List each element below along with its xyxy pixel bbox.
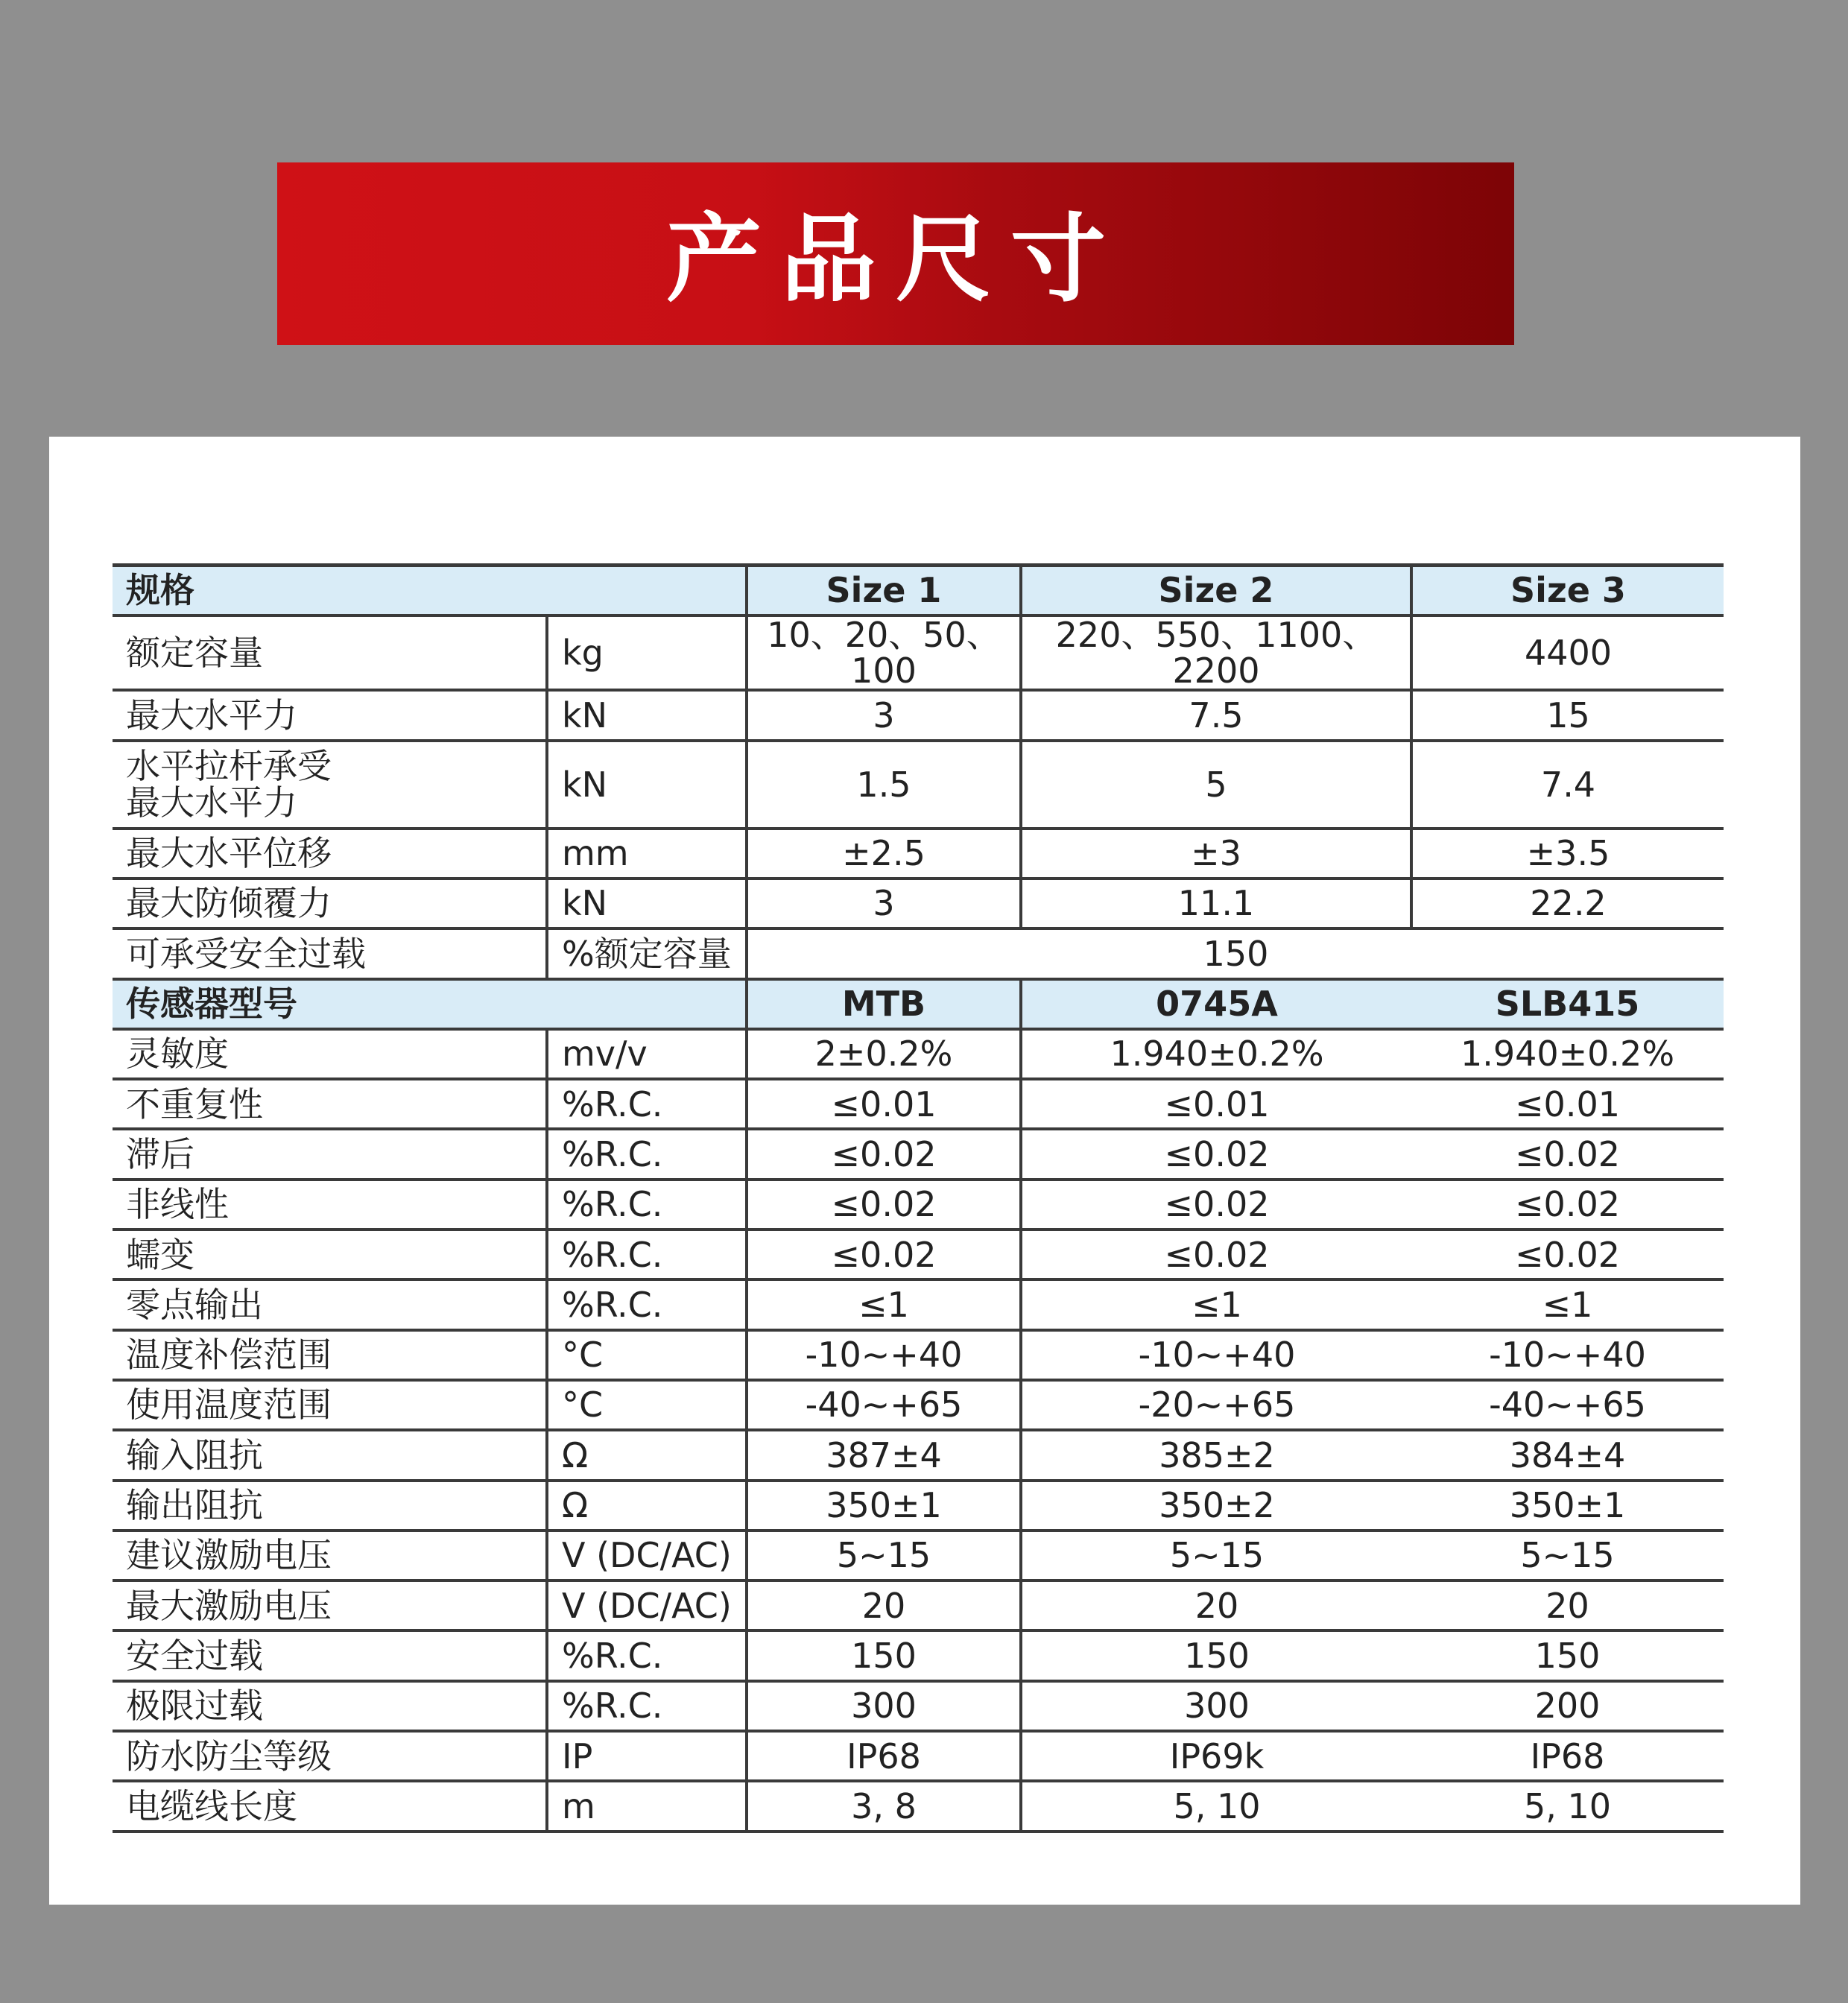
row-name: 使用温度范围 [113,1380,547,1430]
row-value: 5, 10 [1021,1781,1411,1831]
row-value: ≤0.02 [1021,1129,1411,1179]
row-value: -40~+65 [747,1380,1021,1430]
row-name: 温度补偿范围 [113,1330,547,1380]
row-unit: %R.C. [547,1180,747,1230]
table-row [113,1630,1724,1680]
row-value: ≤0.02 [1411,1230,1724,1279]
row-value: 5~15 [747,1531,1021,1580]
row-unit: Ω [547,1481,747,1531]
row-value: ≤0.01 [747,1079,1021,1129]
spec-header-label: 规格 [113,566,747,616]
row-name: 最大水平力 [113,690,547,740]
row-value: ≤0.02 [747,1230,1021,1279]
row-unit: kN [547,690,747,740]
row-name: 最大水平位移 [113,829,547,879]
table-row [113,1230,1724,1279]
row-value: 3 [747,690,1021,740]
row-value: 387±4 [747,1430,1021,1480]
row-value: IP68 [1411,1731,1724,1781]
row-value: 220、550、1100、2200 [1021,616,1411,691]
row-unit: kN [547,879,747,928]
row-value: -40~+65 [1411,1380,1724,1430]
row-value: IP69k [1021,1731,1411,1781]
row-value: -10~+40 [1411,1330,1724,1380]
row-value: ±3.5 [1411,829,1724,879]
row-name: 电缆线长度 [113,1781,547,1831]
row-value: 150 [747,1630,1021,1680]
row-value: 385±2 [1021,1430,1411,1480]
banner-title: 产品尺寸 [665,203,1125,315]
row-value: ≤1 [1021,1279,1411,1329]
row-value: -20~+65 [1021,1380,1411,1430]
row-name: 额定容量 [113,616,547,691]
row-unit: mm [547,829,747,879]
row-value: ≤0.02 [747,1180,1021,1230]
row-value: 20 [1411,1580,1724,1630]
row-value: 4400 [1411,616,1724,691]
row-value: 200 [1411,1681,1724,1731]
row-value: ≤0.02 [1021,1180,1411,1230]
table-row [113,1731,1724,1781]
row-value: 15 [1411,690,1724,740]
table-row [113,616,1724,691]
table-row [113,1531,1724,1580]
table-row [113,690,1724,740]
row-name: 最大防倾覆力 [113,879,547,928]
row-value: 1.5 [747,741,1021,829]
row-name: 输入阻抗 [113,1430,547,1480]
row-unit: IP [547,1731,747,1781]
row-value: 1.940±0.2% [1021,1029,1411,1079]
row-name: 防水防尘等级 [113,1731,547,1781]
table-row [113,741,1724,829]
row-value: ±2.5 [747,829,1021,879]
row-name-line1: 水平拉杆承受 [126,746,332,787]
row-value: 2±0.2% [747,1029,1021,1079]
table-row [113,1430,1724,1480]
row-name: 最大激励电压 [113,1580,547,1630]
row-value: 3, 8 [747,1781,1021,1831]
row-unit: Ω [547,1430,747,1480]
row-name: 零点输出 [113,1279,547,1329]
row-name: 灵敏度 [113,1029,547,1079]
spec-panel [49,437,1800,1905]
spec-header-size3: Size 3 [1411,566,1724,616]
row-unit: mv/v [547,1029,747,1079]
row-unit: V (DC/AC) [547,1531,747,1580]
row-name: 极限过载 [113,1681,547,1731]
row-value: 1.940±0.2% [1411,1029,1724,1079]
table-row [113,829,1724,879]
row-name: 不重复性 [113,1079,547,1129]
row-value: 5~15 [1021,1531,1411,1580]
row-name [113,741,547,829]
row-unit: %R.C. [547,1079,747,1129]
row-value: 350±2 [1021,1481,1411,1531]
row-value: 5 [1021,741,1411,829]
row-value: 22.2 [1411,879,1724,928]
row-value: ≤0.02 [1411,1180,1724,1230]
row-value: 10、20、50、100 [747,616,1021,691]
row-value: 150 [1021,1630,1411,1680]
sensor-header-model3: SLB415 [1411,979,1724,1029]
row-unit: %额定容量 [547,928,747,978]
row-value: 384±4 [1411,1430,1724,1480]
row-name: 安全过载 [113,1630,547,1680]
row-value: -10~+40 [747,1330,1021,1380]
row-unit: kg [547,616,747,691]
row-value: -10~+40 [1021,1330,1411,1380]
spec-header-row [113,566,1724,616]
row-value: ≤0.01 [1021,1079,1411,1129]
row-unit: %R.C. [547,1129,747,1179]
row-value: 350±1 [747,1481,1021,1531]
row-unit: %R.C. [547,1681,747,1731]
table-row [113,1129,1724,1179]
row-value: 20 [747,1580,1021,1630]
row-value: 350±1 [1411,1481,1724,1531]
row-value: 11.1 [1021,879,1411,928]
row-unit: %R.C. [547,1630,747,1680]
table-row [113,1079,1724,1129]
table-row [113,1681,1724,1731]
row-name: 蠕变 [113,1230,547,1279]
row-value: ±3 [1021,829,1411,879]
row-name-line2: 最大水平力 [126,782,297,823]
title-banner [277,162,1514,345]
table-row [113,1580,1724,1630]
row-name: 建议激励电压 [113,1531,547,1580]
sensor-header-row [113,979,1724,1029]
row-value: 300 [1021,1681,1411,1731]
row-unit: °C [547,1380,747,1430]
row-unit: °C [547,1330,747,1380]
row-value: ≤0.02 [747,1129,1021,1179]
row-value: 20 [1021,1580,1411,1630]
table-row [113,1029,1724,1079]
row-value: ≤1 [1411,1279,1724,1329]
row-value: ≤0.02 [1411,1129,1724,1179]
row-name: 滞后 [113,1129,547,1179]
row-unit: V (DC/AC) [547,1580,747,1630]
row-value: ≤0.02 [1021,1230,1411,1279]
row-value: 150 [1411,1630,1724,1680]
row-unit: kN [547,741,747,829]
row-value-merged: 150 [747,928,1724,978]
sensor-header-model2: 0745A [1021,979,1411,1029]
row-value: 3 [747,879,1021,928]
sensor-header-model1: MTB [747,979,1021,1029]
row-unit: m [547,1781,747,1831]
table-row [113,1180,1724,1230]
table-row [113,928,1724,978]
row-unit: %R.C. [547,1230,747,1279]
table-row [113,1279,1724,1329]
row-value: 7.4 [1411,741,1724,829]
sensor-header-label: 传感器型号 [113,979,747,1029]
row-value: 5, 10 [1411,1781,1724,1831]
row-value: IP68 [747,1731,1021,1781]
row-value: 7.5 [1021,690,1411,740]
table-row [113,1481,1724,1531]
row-unit: %R.C. [547,1279,747,1329]
row-name: 可承受安全过载 [113,928,547,978]
row-value: 300 [747,1681,1021,1731]
spec-header-size1: Size 1 [747,566,1021,616]
table-row [113,1380,1724,1430]
table-row [113,879,1724,928]
row-value: 5~15 [1411,1531,1724,1580]
row-value: ≤0.01 [1411,1079,1724,1129]
row-name: 输出阻抗 [113,1481,547,1531]
row-name: 非线性 [113,1180,547,1230]
table-row [113,1330,1724,1380]
row-value: ≤1 [747,1279,1021,1329]
spec-header-size2: Size 2 [1021,566,1411,616]
table-row [113,1781,1724,1831]
spec-table [113,563,1724,1833]
